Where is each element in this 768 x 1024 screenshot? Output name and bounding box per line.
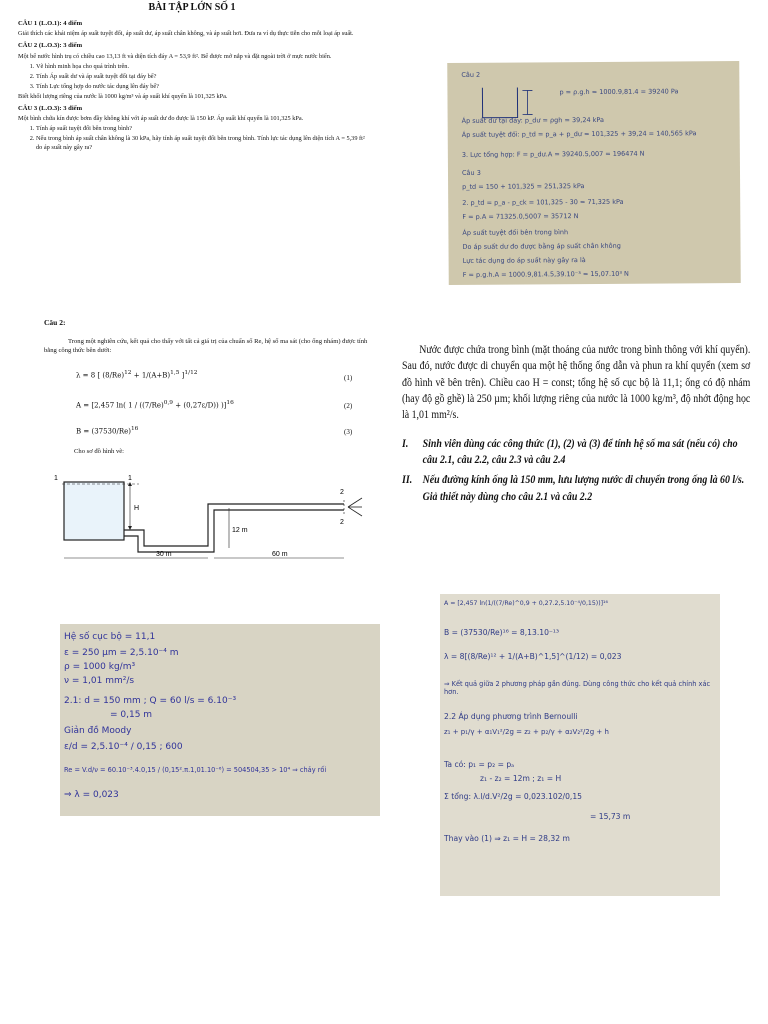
length-60m-label: 60 m — [272, 551, 288, 558]
note-line: Ta có: p₁ = p₂ = pₐ — [444, 760, 515, 769]
note-line: p = ρ.g.h = 1000.9,81.4 = 39240 Pa — [559, 87, 679, 97]
note-line: B = (37530/Re)¹⁶ = 8,13.10⁻¹³ — [444, 628, 560, 637]
note-line: 2.1: d = 150 mm ; Q = 60 l/s = 6.10⁻³ — [64, 696, 237, 706]
note-line: z₁ + p₁/γ + α₁V₁²/2g = z₂ + p₂/γ + α₂V₂²/2g + h — [444, 728, 609, 736]
handwritten-solution-left — [60, 624, 380, 816]
height-12m-label: 12 m — [232, 527, 248, 534]
note-line: ν = 1,01 mm²/s — [64, 676, 135, 686]
assignment-title: BÀI TẬP LỚN SỐ 1 — [148, 2, 236, 13]
problem-description — [402, 342, 750, 542]
formula-2: A = [2,457 ln( $1 / ((7/Re)^{0,9} + (0,27\varepsilon/D))$ )]$^{16}$ — [76, 400, 234, 410]
question-3-item: 2. Nếu trong bình áp suất chân không là 30 kPa, hãy tính áp suất tuyệt đối bên trong bình. Tính lực tác dụng lên diện tích A = 5,39 ft² do áp suất này gây ra? — [36, 135, 366, 151]
question-2-note: Biết khối lượng riêng của nước là 1000 kg/m³ và áp suất khí quyển là 101,325 kPa. — [18, 92, 228, 100]
note-line: Áp suất tuyệt đối bên trong bình — [462, 228, 569, 237]
point-2-label-bottom: 2 — [340, 519, 344, 526]
question-2-item: 2. Tính Áp suất dư và áp suất tuyệt đối tại đáy bể? — [36, 73, 366, 81]
question-3-heading: CÂU 3 (L.O.3): 3 điểm — [18, 104, 83, 112]
handwritten-solution-right — [440, 594, 720, 896]
note-line: ⇒ Kết quả giữa 2 phương pháp gần đúng. Dùng công thức cho kết quả chính xác hơn. — [444, 680, 711, 696]
note-line: Σ tổng: λ.l/d.V²/2g = 0,023.102/0,15 — [444, 792, 583, 801]
note-line: ⇒ λ = 0,023 — [64, 790, 119, 800]
task-i-numeral: I. — [402, 437, 409, 450]
question-3-text: Một bình chứa kín được bơm đầy không khí với áp suất dư đo được là 150 kP. Áp suất khí quyển là 101,325 kPa. — [18, 115, 304, 123]
note-line: 2.2 Áp dụng phương trình Bernoulli — [444, 712, 578, 721]
question-2-text: Một bể nước hình trụ có chiều cao 13,13 ft và diện tích đáy A = 53,9 ft². Bể được mở nắp và đặt ngoài trời ở mực nước biển. — [18, 52, 332, 60]
task-ii — [402, 472, 750, 505]
note-line: Câu 3 — [461, 168, 481, 177]
note-line: λ = 8[(8/Re)¹² + 1/(A+B)^1,5]^(1/12) = 0,023 — [444, 652, 622, 661]
task-ii-text: Nếu đường kính ống là 150 mm, lưu lượng nước di chuyển trong ống là 60 l/s. Giả thiết này dùng cho câu 2.1 và câu 2.2 — [422, 474, 745, 503]
note-line: = 15,73 m — [590, 812, 631, 821]
question-1-text: Giải thích các khái niệm áp suất tuyệt đối, áp suất dư, áp suất chân không, và áp suất hơi. Đưa ra ví dụ thực tiễn cho mỗi loại áp suất. — [18, 30, 354, 38]
note-line: Lực tác dụng do áp suất này gây ra là — [462, 256, 586, 265]
note-line: ε/d = 2,5.10⁻⁴ / 0,15 ; 600 — [64, 742, 183, 752]
note-line: p_td = 150 + 101,325 = 251,325 kPa — [462, 182, 585, 191]
description-paragraph: Nước được chứa trong bình (mặt thoáng của nước trong bình thông với khí quyển). Sau đó, nước được di chuyển qua một hệ thống ống dẫn và phun ra khí quyển (xem sơ đồ hình vẽ bên trên). Chiều cao H = const; tổng hệ số cục bộ là 11,1; ống có độ nhám (hay độ gồ ghề) là 250 µm; khối lượng riêng của nước là 1000 kg/m³, độ nhớt động học là 1,01 mm²/s. — [402, 344, 751, 422]
question-2-item: 3. Tính Lực tổng hợp do nước tác dụng lên đáy bể? — [36, 83, 366, 91]
note-line: Áp suất tuyệt đối: p_td = p_a + p_dư = 101,325 + 39,24 = 140,565 kPa — [461, 129, 697, 139]
note-line: A = [2,457 ln(1/((7/Re)^0,9 + 0,27.2,5.10⁻⁴/0,15))]¹⁶ — [444, 600, 608, 607]
note-line: = 0,15 m — [110, 710, 153, 720]
cau2-intro: Trong một nghiên cứu, kết quả cho thấy với tất cả giá trị của chuẩn số Re, hệ số ma sát (cho ống nhám) được tính bằng công thức bên dưới: — [44, 338, 368, 355]
note-line: Re = V.d/ν = 60.10⁻³.4.0,15 / (0,15².π.1,01.10⁻⁶) = 504504,35 > 10⁴ ⇒ chảy rối — [64, 766, 327, 774]
note-line: F = p.A = 71325.0,5007 = 35712 N — [462, 212, 579, 221]
question-2-item: 1. Vẽ hình minh họa cho quá trình trên. — [36, 63, 366, 71]
point-2-label-top: 2 — [340, 489, 344, 496]
formula-3-number: (3) — [344, 428, 353, 436]
assignment-page — [18, 0, 366, 222]
note-line: z₁ - z₂ = 12m ; z₁ = H — [480, 774, 562, 783]
note-line: 2. p_td = p_a - p_ck = 101,325 - 30 = 71,325 kPa — [462, 197, 624, 207]
diagram-caption: Cho sơ đồ hình vẽ: — [74, 448, 125, 455]
question-1-heading: CÂU 1 (L.O.1): 4 điểm — [18, 19, 83, 27]
formula-2-number: (2) — [344, 402, 353, 410]
pipe-system-diagram — [44, 464, 374, 560]
note-line: Áp suất dư tại đáy: p_dư = ρgh = 39,24 kPa — [461, 115, 605, 125]
question-2-heading: CÂU 2 (L.O.3): 3 điểm — [18, 42, 83, 50]
note-line: Do áp suất dư đo được bằng áp suất chân không — [462, 241, 621, 251]
question-2-part — [44, 318, 374, 560]
point-1-label-right: 1 — [128, 475, 132, 482]
note-line: Thay vào (1) ⇒ z₁ = H = 28,32 m — [444, 834, 570, 843]
cau2-heading: Câu 2: — [44, 318, 66, 327]
handwritten-note-photo-top — [447, 61, 741, 285]
question-3-list — [18, 125, 366, 151]
task-i-text: Sinh viên dùng các công thức (1), (2) và (3) để tính hệ số ma sát (nếu có) cho câu 2.1, câu 2.2, câu 2.3 và câu 2.4 — [422, 437, 738, 466]
height-h-label: H — [134, 505, 140, 512]
task-i — [402, 436, 750, 469]
task-ii-numeral: II. — [402, 474, 413, 487]
note-line: Giản đồ Moody — [64, 726, 132, 736]
formula-1-number: (1) — [344, 374, 353, 382]
formula-1: λ = 8 [ $(8/Re)^{12} + 1/(A+B)^{1,5}$ ]$^{1/12}$ — [76, 370, 198, 380]
length-30m-label: 30 m — [156, 551, 172, 558]
note-line: ε = 250 µm = 2,5.10⁻⁴ m — [64, 648, 179, 658]
note-line: F = p.g.h.A = 1000.9,81.4.5,39.10⁻³ = 15,07.10³ N — [462, 269, 629, 279]
note-line: Câu 2 — [461, 70, 481, 79]
note-line: Hệ số cục bộ = 11,1 — [64, 632, 156, 642]
question-3-item: 1. Tính áp suất tuyệt đối bên trong bình? — [36, 125, 366, 133]
formula-3: $B = (37530/Re)^{16}$ — [76, 426, 139, 436]
note-line: 3. Lực tổng hợp: F = p_dư.A = 39240.5,007 = 196474 N — [461, 149, 645, 159]
question-2-list — [18, 63, 366, 91]
point-1-label-left: 1 — [54, 475, 58, 482]
note-line: ρ = 1000 kg/m³ — [64, 662, 136, 672]
